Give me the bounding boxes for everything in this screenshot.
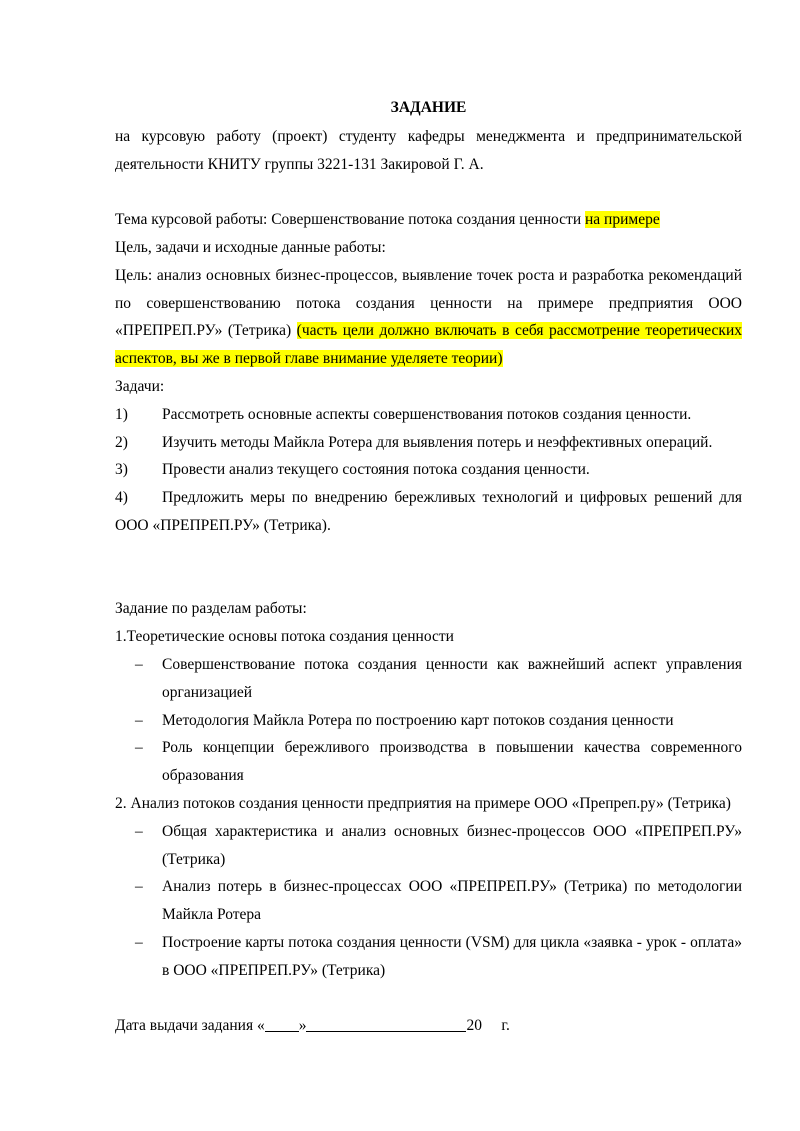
section-item-text: Построение карты потока создания ценности (VSM) для цикла «заявка - урок - оплата» в ООО «ПРЕПРЕП.РУ» (Тетрика) (162, 933, 742, 979)
section-item-text: Общая характеристика и анализ основных бизнес-процессов ООО «ПРЕПРЕП.РУ» (Тетрика) (162, 822, 742, 868)
section-2-title: 2. Анализ потоков создания ценности предприятия на примере ООО «Препреп.ру» (Тетрика) (115, 794, 731, 812)
goal-heading: Цель, задачи и исходные данные работы: (115, 238, 386, 256)
dash-marker: – (135, 878, 143, 896)
tasks-heading: Задачи: (115, 377, 165, 395)
date-mid: » (298, 1017, 307, 1035)
section-1-title: 1.Теоретические основы потока создания ценности (115, 628, 454, 646)
day-blank (265, 1015, 299, 1032)
task-number: 1) (115, 405, 128, 423)
blank-line (115, 985, 742, 1013)
intro-paragraph: на курсовую работу (проект) студенту кафедры менеджмента и предпринимательской деятельности КНИТУ группы 3221-131 Закировой Г. А. (115, 127, 742, 173)
task-text: Провести анализ текущего состояния потока создания ценности. (162, 461, 590, 479)
task-item (115, 484, 742, 512)
issue-date-line (115, 1012, 742, 1040)
dash-marker: – (135, 933, 143, 951)
section-1-item (115, 707, 742, 735)
dash-marker: – (135, 655, 143, 673)
task-item (115, 429, 742, 457)
month-blank (306, 1015, 466, 1032)
section-item-text: Методология Майкла Ротера по построению карт потоков создания ценности (162, 711, 674, 729)
section-item-text: Анализ потерь в бизнес-процессах ООО «ПРЕПРЕП.РУ» (Тетрика) по методологии Майкла Ротера (162, 878, 742, 924)
topic-highlight: на примере (585, 211, 660, 229)
topic-text: Тема курсовой работы: Совершенствование потока создания ценности (115, 211, 585, 229)
section-2-item (115, 818, 742, 874)
dash-marker: – (135, 822, 143, 840)
topic-line (115, 206, 742, 234)
date-year: 20 (466, 1017, 482, 1035)
task-number: 4) (115, 489, 128, 507)
section-item-text: Роль концепции бережливого производства в повышении качества современного образования (162, 739, 742, 785)
sections-heading: Задание по разделам работы: (115, 600, 307, 618)
goal-highlight: (часть цели должно включать в себя рассмотрение теоретических аспектов, вы же в первой главе внимание уделяете теории) (115, 322, 742, 368)
task-text: Рассмотреть основные аспекты совершенствования потоков создания ценности. (162, 405, 692, 423)
blank-line (115, 540, 742, 568)
goal-text: Цель: анализ основных бизнес-процессов, выявление точек роста и разработка рекомендаций по совершенствованию потока создания ценности на примере предприятия ООО «ПРЕПРЕП.РУ» (Тетрика) (115, 266, 742, 340)
task-number: 2) (115, 433, 128, 451)
dash-marker: – (135, 739, 143, 757)
dash-marker: – (135, 711, 143, 729)
section-item-text: Совершенствование потока создания ценности как важнейший аспект управления организацией (162, 655, 742, 701)
document-title: ЗАДАНИЕ (390, 99, 467, 116)
goal-paragraph (115, 262, 742, 373)
task-number: 3) (115, 461, 128, 479)
task-item (115, 401, 742, 429)
section-1-item (115, 734, 742, 790)
task-continuation: ООО «ПРЕПРЕП.РУ» (Тетрика). (115, 516, 331, 534)
task-item (115, 456, 742, 484)
date-suffix: г. (501, 1017, 510, 1035)
blank-line (115, 178, 742, 206)
section-2-item (115, 929, 742, 985)
task-text: Предложить меры по внедрению бережливых технологий и цифровых решений для (162, 489, 742, 507)
blank-line (115, 568, 742, 596)
section-1-item (115, 651, 742, 707)
section-2-item (115, 873, 742, 929)
date-label: Дата выдачи задания « (115, 1017, 265, 1035)
task-text: Изучить методы Майкла Ротера для выявления потерь и неэффективных операций. (162, 433, 713, 451)
